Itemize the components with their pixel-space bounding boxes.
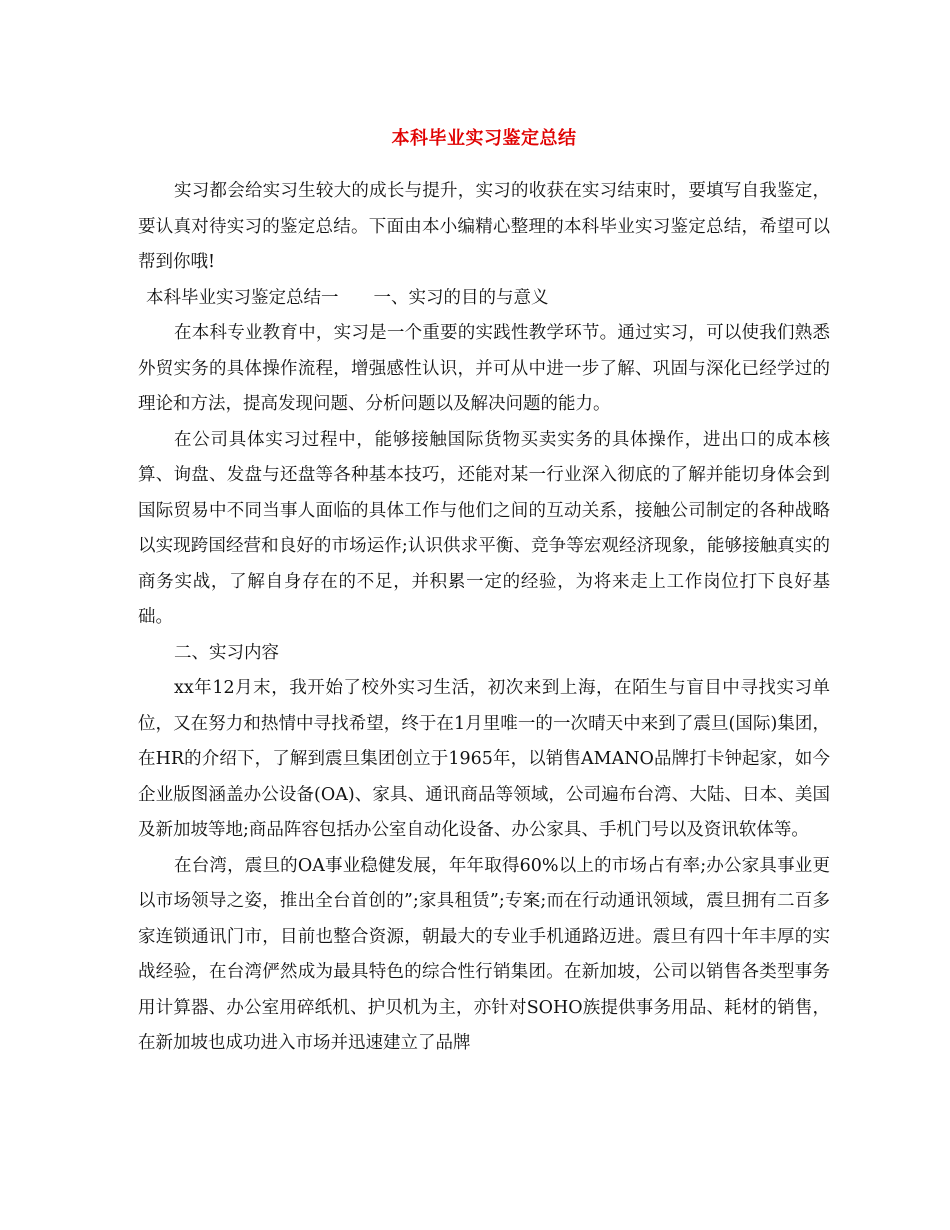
section-heading-content: 二、实习内容 [174,642,279,663]
content-paragraph-1: xx年12月末，我开始了校外实习生活，初次来到上海，在陌生与盲目中寻找实习单位，又在努力和热情中寻找希望，终于在1月里唯一的一次晴天中来到了震旦(国际)集团，在HR的介绍下，了解到震旦集团创立于1965年，以销售AMANO品牌打卡钟起家，如今企业版图涵盖办公设备(OA)、家具、通讯商品等领域，公司遍布台湾、大陆、日本、美国及新加坡等地;商品阵容包括办公室自动化设备、办公家具、手机门号以及资讯软体等。 [138,678,830,840]
section-heading-summary-one: 本科毕业实习鉴定总结一 一、实习的目的与意义 [146,287,549,308]
document-title: 本科毕业实习鉴定总结 [391,128,577,149]
purpose-paragraph-2: 在公司具体实习过程中，能够接触国际货物买卖实务的具体操作，进出口的成本核算、询盘、发盘与还盘等各种基本技巧，还能对某一行业深入彻底的了解并能切身体会到国际贸易中不同当事人面临的具体工作与他们之间的互动关系，接触公司制定的各种战略以实现跨国经营和良好的市场运作;认识供求平衡、竞争等宏观经济现象，能够接触真实的商务实战，了解自身存在的不足，并积累一定的经验，为将来走上工作岗位打下良好基础。 [138,429,830,627]
content-paragraph-2: 在台湾，震旦的OA事业稳健发展，年年取得60%以上的市场占有率;办公家具事业更以市场领导之姿，推出全台首创的”;家具租赁”;专案;而在行动通讯领域，震旦拥有二百多家连锁通讯门市，目前也整合资源，朝最大的专业手机通路迈进。震旦有四十年丰厚的实战经验，在台湾俨然成为最具特色的综合性行销集团。在新加坡，公司以销售各类型事务用计算器、办公室用碎纸机、护贝机为主，亦针对SOHO族提供事务用品、耗材的销售，在新加坡也成功进入市场并迅速建立了品牌 [138,855,830,1053]
intro-paragraph: 实习都会给实习生较大的成长与提升，实习的收获在实习结束时，要填写自我鉴定，要认真对待实习的鉴定总结。下面由本小编精心整理的本科毕业实习鉴定总结，希望可以帮到你哦! [138,181,830,272]
purpose-paragraph-1: 在本科专业教育中，实习是一个重要的实践性教学环节。通过实习，可以使我们熟悉外贸实务的具体操作流程，增强感性认识，并可从中进一步了解、巩固与深化已经学过的理论和方法，提高发现问题、分析问题以及解决问题的能力。 [138,323,830,414]
